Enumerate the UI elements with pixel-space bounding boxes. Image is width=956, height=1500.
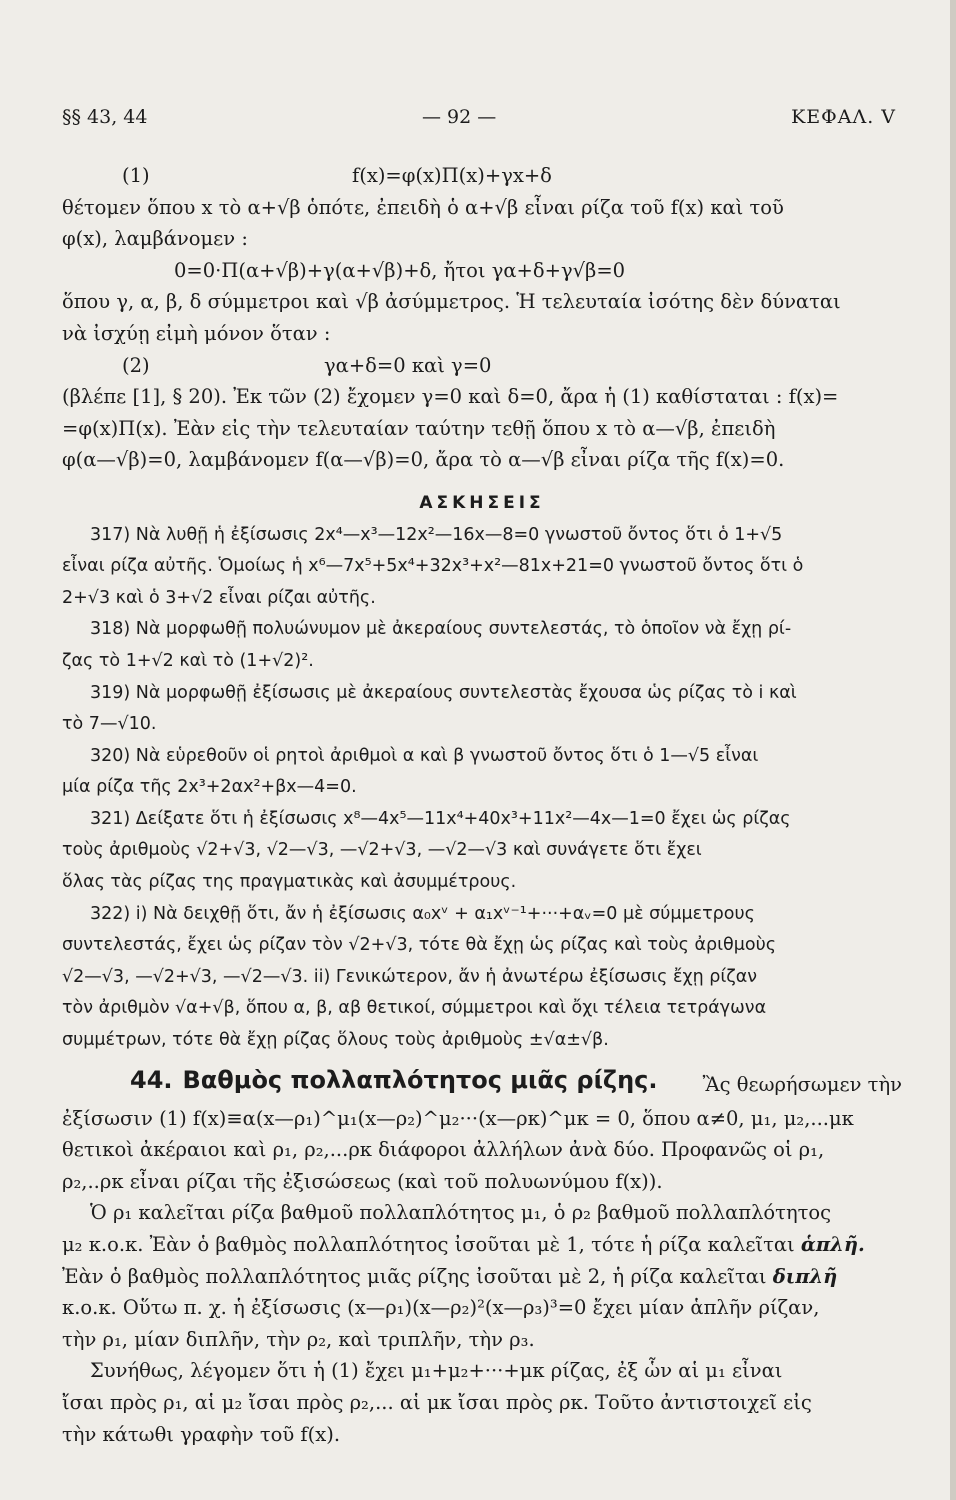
text-line: τὴν ρ₁, μίαν διπλῆν, τὴν ρ₂, καὶ τριπλῆν, τὴν ρ₃. <box>62 1327 535 1351</box>
text-fragment: Ἐὰν ὁ βαθμὸς πολλαπλότητος μιᾶς ρίζης ἰσοῦται μὲ 2, ἡ ρίζα καλεῖται <box>62 1264 767 1288</box>
exercise-line: 318) Νὰ μορφωθῇ πολυώνυμον μὲ ἀκεραίους συντελεστάς, τὸ ὁποῖον νὰ ἔχῃ ρί- <box>90 619 792 640</box>
text-line: (βλέπε [1], § 20). Ἐκ τῶν (2) ἔχομεν γ=0 καὶ δ=0, ἄρα ἡ (1) καθίσταται : f(x)= <box>62 385 839 409</box>
section-number: 44. <box>130 1065 173 1094</box>
text-line: νὰ ἰσχύῃ εἰμὴ μόνον ὅταν : <box>62 321 331 345</box>
text-line: κ.ο.κ. Οὕτω π. χ. ἡ ἐξίσωσις (x—ρ₁)(x—ρ₂)²(x—ρ₃)³=0 ἔχει μίαν ἁπλῆν ρίζαν, <box>62 1296 820 1320</box>
exercise-line: 321) Δείξατε ὅτι ἡ ἐξίσωσις x⁸—4x⁵—11x⁴+40x³+11x²—4x—1=0 ἔχει ὡς ρίζας <box>90 808 791 829</box>
section-title: Βαθμὸς πολλαπλότητος μιᾶς ρίζης. <box>182 1065 658 1094</box>
equation-text: γα+δ=0 καὶ γ=0 <box>324 353 492 377</box>
text-line: ἐξίσωσιν (1) f(x)≡α(x—ρ₁)^μ₁(x—ρ₂)^μ₂···(x—ρκ)^μκ = 0, ὅπου α≠0, μ₁, μ₂,...μκ <box>62 1106 854 1130</box>
exercise-line: εἶναι ρίζα αὐτῆς. Ὁμοίως ἡ x⁶—7x⁵+5x⁴+32x³+x²—81x+21=0 γνωστοῦ ὄντος ὅτι ὁ <box>62 556 804 577</box>
equation-number: (1) <box>122 164 150 187</box>
exercise-line: ὅλας τὰς ρίζας της πραγματικὰς καὶ ἀσυμμέτρους. <box>62 872 517 893</box>
section-heading <box>62 1065 902 1103</box>
exercise-line: συντελεστάς, ἔχει ὡς ρίζαν τὸν √2+√3, τότε θὰ ἔχῃ ὡς ρίζας καὶ τοὺς ἀριθμοὺς <box>62 935 777 956</box>
text-line: ἴσαι πρὸς ρ₁, αἱ μ₂ ἴσαι πρὸς ρ₂,... αἱ μκ ἴσαι πρὸς ρκ. Τοῦτο ἀντιστοιχεῖ εἰς <box>62 1390 812 1414</box>
text-line: θέτομεν ὅπου x τὸ α+√β ὁπότε, ἐπειδὴ ὁ α+√β εἶναι ρίζα τοῦ f(x) καὶ τοῦ <box>62 195 784 219</box>
exercise-line: 2+√3 καὶ ὁ 3+√2 εἶναι ρίζαι αὐτῆς. <box>62 587 376 608</box>
text-line: Ὁ ρ₁ καλεῖται ρίζα βαθμοῦ πολλαπλότητος μ₁, ὁ ρ₂ βαθμοῦ πολλαπλότητος <box>90 1201 832 1225</box>
equation-text: 0=0·Π(α+√β)+γ(α+√β)+δ, ἤτοι γα+δ+γ√β=0 <box>174 258 626 282</box>
exercise-line: 322) i) Νὰ δειχθῇ ὅτι, ἄν ἡ ἐξίσωσις α₀xᵛ + α₁xᵛ⁻¹+···+αᵥ=0 μὲ σύμμετρους <box>90 903 755 924</box>
exercises-heading: ΑΣΚΗΣΕΙΣ <box>419 492 545 513</box>
text-line: Συνήθως, λέγομεν ὅτι ἡ (1) ἔχει μ₁+μ₂+···+μκ ρίζας, ἐξ ὧν αἱ μ₁ εἶναι <box>90 1359 783 1383</box>
header-chapter: ΚΕΦΑΛ. V <box>791 106 896 128</box>
equation-3 <box>62 350 902 382</box>
page-header <box>62 106 896 132</box>
term-double-root: διπλῆ <box>772 1264 838 1288</box>
equation-2 <box>62 255 902 287</box>
header-section-ref: §§ 43, 44 <box>62 106 148 128</box>
page-body <box>62 160 902 1450</box>
exercise-line: μία ρίζα τῆς 2x³+2αx²+βx—4=0. <box>62 777 357 798</box>
page-number: — 92 — <box>422 106 497 128</box>
equation-text: f(x)=φ(x)Π(x)+γx+δ <box>352 164 552 187</box>
text-line <box>62 1261 902 1293</box>
text-fragment: μ₂ κ.ο.κ. Ἐὰν ὁ βαθμὸς πολλαπλότητος ἰσοῦται μὲ 1, τότε ἡ ρίζα καλεῖται <box>62 1233 795 1256</box>
text-line: φ(x), λαμβάνομεν : <box>62 227 248 251</box>
text-line: τὴν κάτωθι γραφὴν τοῦ f(x). <box>62 1422 341 1446</box>
text-line: φ(α—√β)=0, λαμβάνομεν f(α—√β)=0, ἄρα τὸ α—√β εἶναι ρίζα τῆς f(x)=0. <box>62 448 785 472</box>
exercise-line: ζας τὸ 1+√2 καὶ τὸ (1+√2)². <box>62 650 314 671</box>
exercise-line: 320) Νὰ εὑρεθοῦν οἱ ρητοὶ ἀριθμοὶ α καὶ β γνωστοῦ ὄντος ὅτι ὁ 1—√5 εἶναι <box>90 745 759 766</box>
text-line: Ἂς θεωρήσωμεν τὴν <box>702 1072 902 1096</box>
exercise-line: τὸ 7—√10. <box>62 714 157 735</box>
exercise-line: συμμέτρων, τότε θὰ ἔχῃ ρίζας ὅλους τοὺς ἀριθμοὺς ±√α±√β. <box>62 1030 609 1051</box>
equation-1 <box>62 160 902 192</box>
text-line <box>62 1229 902 1261</box>
term-simple-root: ἁπλῆ. <box>800 1233 865 1256</box>
text-line: ὅπου γ, α, β, δ σύμμετροι καὶ √β ἀσύμμετρος. Ἡ τελευταία ἰσότης δὲν δύναται <box>62 290 841 314</box>
text-line: ρ₂,..ρκ εἶναι ρίζαι τῆς ἐξισώσεως (καὶ τοῦ πολυωνύμου f(x)). <box>62 1169 663 1193</box>
page-edge <box>950 0 956 1500</box>
exercise-line: τὸν ἀριθμὸν √α+√β, ὅπου α, β, αβ θετικοί, σύμμετροι καὶ ὄχι τέλεια τετράγωνα <box>62 998 767 1019</box>
exercise-line: √2—√3, —√2+√3, —√2—√3. ii) Γενικώτερον, ἄν ἡ ἀνωτέρω ἐξίσωσις ἔχῃ ρίζαν <box>62 966 758 987</box>
exercise-line: 317) Νὰ λυθῇ ἡ ἐξίσωσις 2x⁴—x³—12x²—16x—8=0 γνωστοῦ ὄντος ὅτι ὁ 1+√5 <box>90 524 783 545</box>
text-line: θετικοὶ ἀκέραιοι καὶ ρ₁, ρ₂,...ρκ διάφοροι ἀλλήλων ἀνὰ δύο. Προφανῶς οἱ ρ₁, <box>62 1138 825 1162</box>
text-line: =φ(x)Π(x). Ἐὰν εἰς τὴν τελευταίαν ταύτην τεθῇ ὅπου x τὸ α—√β, ἐπειδὴ <box>62 416 776 440</box>
exercise-line: 319) Νὰ μορφωθῇ ἐξίσωσις μὲ ἀκεραίους συντελεστὰς ἔχουσα ὡς ρίζας τὸ i καὶ <box>90 682 797 703</box>
exercise-line: τοὺς ἀριθμοὺς √2+√3, √2—√3, —√2+√3, —√2—√3 καὶ συνάγετε ὅτι ἔχει <box>62 840 702 861</box>
exercises-list <box>62 520 902 1057</box>
equation-number: (2) <box>122 353 150 377</box>
